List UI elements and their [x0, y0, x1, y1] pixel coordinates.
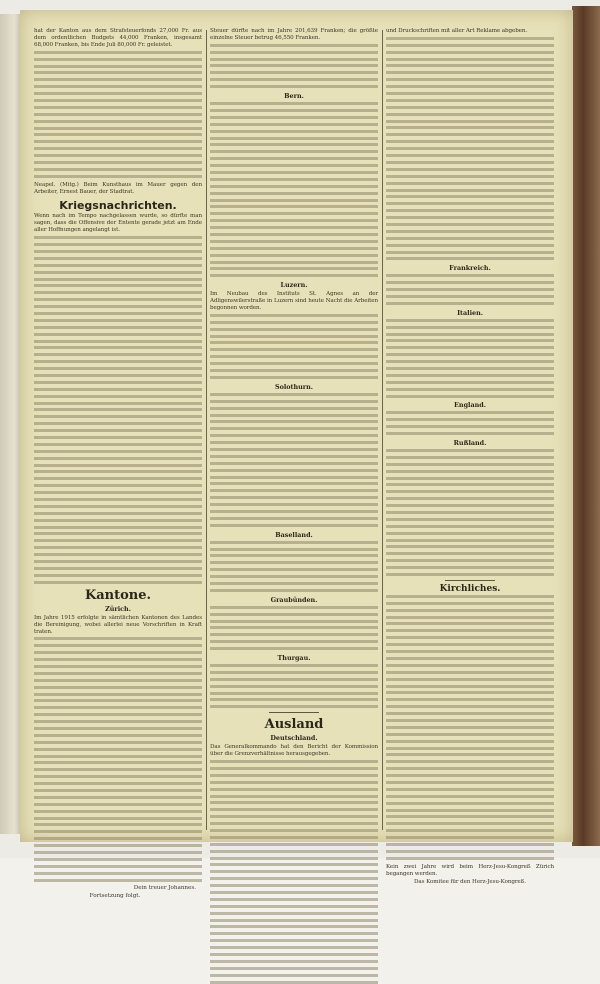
- paragraph: Neapel. (Mitg.) Beim Kunsthaus im Mauer gegen den Arbeiter, Ernest Bauer, der Stadtrat.: [34, 181, 202, 195]
- column-1: [34, 28, 202, 900]
- paragraph: Das Komitee für den Herz-Jesu-Kongreß.: [414, 879, 526, 886]
- text-lines: [210, 606, 378, 650]
- book-spine: [572, 6, 600, 846]
- subsection-heading: Graubünden.: [270, 595, 318, 604]
- text-lines: [386, 411, 554, 435]
- text-lines: [34, 637, 202, 881]
- paragraph: Wenn nach im Tempo nachgelassen wurde, so dürfte man sagen, dass die Offensive der Entente gerade jetzt am Ende aller Hoffnungen angelangt ist.: [34, 213, 202, 234]
- column-rule: [206, 30, 207, 830]
- text-lines: [386, 595, 554, 860]
- text-lines: [210, 102, 378, 277]
- text-lines: [386, 319, 554, 398]
- subsection-heading: Thurgau.: [277, 654, 311, 662]
- subsection-heading: Zürich.: [105, 604, 131, 613]
- text-lines: [34, 236, 202, 584]
- text-lines: [386, 274, 554, 305]
- text-lines: [386, 449, 554, 576]
- column-3: [386, 28, 554, 886]
- subsection-heading: Luzern.: [280, 281, 308, 290]
- subsection-heading: Deutschland.: [270, 734, 318, 743]
- column-rule: [382, 30, 383, 830]
- text-lines: [210, 541, 378, 592]
- section-heading: Ausland: [264, 717, 324, 733]
- paragraph: Im Jahre 1915 erfolgte in sämtlichen Kantonen des Landes die Bereinigung, wobei allerlei neue Vorschriften in Kraft traten.: [34, 614, 202, 635]
- section-heading: Kantone.: [84, 587, 152, 603]
- subsection-heading: Bern.: [284, 92, 304, 101]
- text-lines: [210, 44, 378, 88]
- paragraph: und Druckschriften mit aller Art Reklame abgeben.: [386, 28, 528, 34]
- column-2: [210, 28, 378, 836]
- text-lines: [34, 51, 202, 178]
- separator: [445, 580, 495, 581]
- paragraph: hat der Kanton aus dem Strafsteuerfonds 27,000 Fr. aus dem ordentlichen Budgets 44,000 Franken, insgesamt 68,000 Franken, bis Ende Juli 80,000 Fr. geleistet.: [34, 28, 202, 48]
- continuation-note: Fortsetzung folgt.: [89, 893, 141, 900]
- section-heading: Kriegsnachrichten.: [59, 199, 177, 213]
- subsection-heading: Rußland.: [453, 439, 487, 447]
- paragraph: Im Neubau des Instituts St. Agnes an der Adligenswilerstraße in Luzern sind heute Nacht die Arbeiten begonnen worden.: [210, 291, 378, 312]
- text-lines: [210, 314, 378, 379]
- section-heading: Kirchliches.: [439, 583, 501, 594]
- subsection-heading: Frankreich.: [449, 264, 491, 273]
- text-lines: [210, 664, 378, 708]
- subsection-heading: Solothurn.: [274, 382, 314, 391]
- separator: [269, 712, 319, 713]
- paragraph: Steuer dürfte nach im Jahre 201,639 Franken; die größte einzelne Steuer betrug 46,550 Franken.: [210, 28, 378, 41]
- subsection-heading: England.: [454, 401, 486, 410]
- subsection-heading: Baselland.: [275, 530, 313, 539]
- text-lines: [210, 760, 378, 984]
- paragraph: Kein zwei Jahre wird beim Herz-Jesu-Kongreß Zürich begangen werden.: [386, 863, 554, 877]
- text-lines: [210, 393, 378, 527]
- signature: Dein treuer Johannes.: [133, 885, 196, 892]
- paragraph: Das Generalkommando hat den Bericht der Kommission über die Grenzverhältnisse herausgegeben.: [210, 744, 378, 758]
- subsection-heading: Italien.: [457, 308, 483, 317]
- newspaper-page: [20, 10, 573, 900]
- text-lines: [386, 37, 554, 261]
